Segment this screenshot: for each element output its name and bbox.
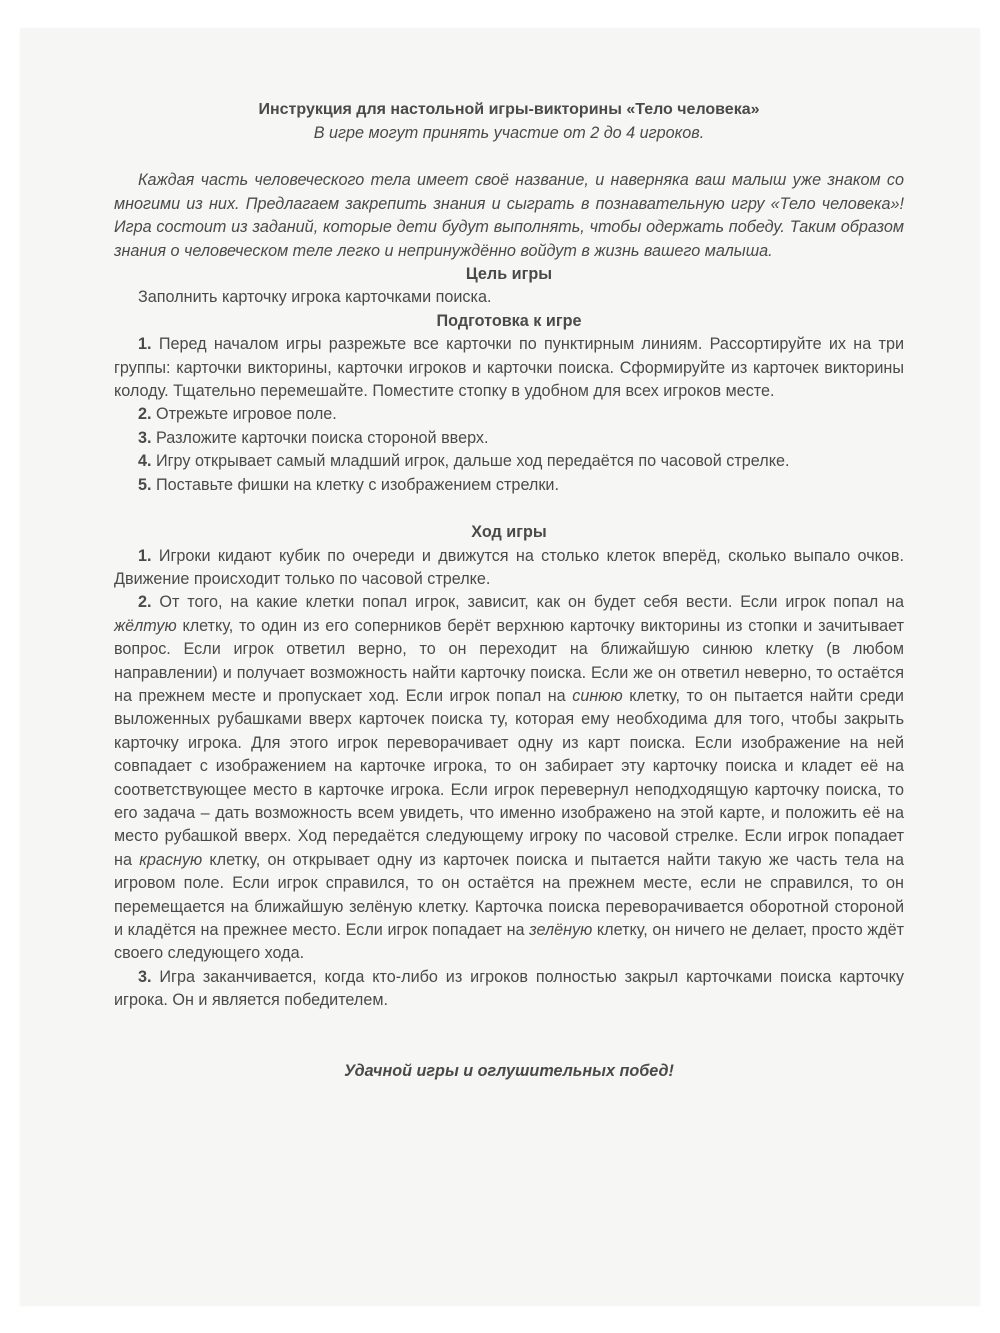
item-number: 4. <box>138 452 152 471</box>
gameplay-heading: Ход игры <box>471 523 547 542</box>
item-text: клетку, то он пытается найти среди выложенных рубашками вверх карточек поиска ту, которая ему необходима для того, чтобы закрыть карточку игрока. Для этого игрок переворачивает одну из карт поиска. Если изображение на ней совпадает с изображением на карточке игрока, то он забирает эту карточку поиска и кладет её на соответствующее место в карточке игрока. Если игрок перевернул неподходящую карточку поиска, то его задача – дать возможность всем увидеть, что именно изображено на этой карте, и положить её на место рубашкой вверх. Ход передаётся следующему игроку по часовой стрелке. Если игрок попадает на <box>114 686 904 869</box>
item-text: Перед началом игры разрежьте все карточки по пунктирным линиям. Рассортируйте их на три группы: карточки викторины, карточки игроков и карточки поиска. Сформируйте из карточек викторины колоду. Тщательно перемешайте. Поместите стопку в удобном для всех игроков месте. <box>114 335 904 401</box>
gameplay-item <box>114 591 904 966</box>
item-text: клетку, он ничего не делает, просто ждёт своего следующего хода. <box>114 921 905 963</box>
item-text: Игру открывает самый младший игрок, дальше ход передаётся по часовой стрелке. <box>156 452 790 471</box>
preparation-heading: Подготовка к игре <box>436 311 582 330</box>
preparation-item <box>114 427 904 450</box>
blue-cell-word: синюю <box>572 686 623 705</box>
closing-wish: Удачной игры и оглушительных побед! <box>344 1061 674 1080</box>
goal-text: Заполнить карточку игрока карточками поиска. <box>138 288 492 307</box>
instruction-sheet <box>20 28 980 1306</box>
item-number: 3. <box>138 428 152 447</box>
item-text: Поставьте фишки на клетку с изображением стрелки. <box>156 475 559 494</box>
intro-paragraph: Каждая часть человеческого тела имеет своё название, и наверняка ваш малыш уже знаком со многими из них. Предлагаем закрепить знания и сыграть в познавательную игру «Тело человека»! Игра состоит из заданий, которые дети будут выполнять, чтобы одержать победу. Таким образом знания о человеческом теле легко и непринуждённо войдут в жизнь вашего малыша. <box>114 171 904 260</box>
preparation-item <box>114 333 904 403</box>
item-text: Отрежьте игровое поле. <box>156 405 337 424</box>
preparation-item <box>114 403 904 426</box>
item-number: 3. <box>138 967 152 986</box>
document-title: Инструкция для настольной игры-викторины «Тело человека» <box>258 101 760 118</box>
item-text: клетку, то один из его соперников берёт верхнюю карточку викторины из стопки и зачитывает вопрос. Если игрок ответил верно, то он переходит на ближайшую синюю клетку (в любом направлении) и получает возможность найти карточку поиска. Если же он ответил неверно, то остаётся на прежнем месте и пропускает ход. Если игрок попал на <box>114 616 904 705</box>
gameplay-item <box>114 966 904 1013</box>
item-text: Разложите карточки поиска стороной вверх. <box>156 428 489 447</box>
gameplay-item <box>114 545 904 592</box>
players-note: В игре могут принять участие от 2 до 4 игроков. <box>313 124 705 142</box>
item-number: 2. <box>138 405 152 424</box>
yellow-cell-word: жёлтую <box>114 616 177 635</box>
item-text: Игра заканчивается, когда кто-либо из игроков полностью закрыл карточками поиска карточку игрока. Он и является победителем. <box>114 967 904 1010</box>
red-cell-word: красную <box>139 850 203 869</box>
item-number: 2. <box>138 593 152 612</box>
green-cell-word: зелёную <box>529 921 593 939</box>
preparation-item <box>114 450 904 473</box>
item-text: клетку, он открывает одну из карточек поиска и пытается найти такую же часть тела на игровом поле. Если игрок справился, то он остаётся на прежнем месте, если не справился, то он перемещается на ближайшую зелёную клетку. Карточка поиска переворачивается оборотной стороной и кладётся на прежнее место. Если игрок попадает на <box>114 850 904 939</box>
preparation-item <box>114 474 904 497</box>
document-body <box>114 98 904 1099</box>
goal-heading: Цель игры <box>465 265 553 284</box>
item-text: Игроки кидают кубик по очереди и движутся на столько клеток вперёд, сколько выпало очков. Движение происходит только по часовой стрелке. <box>114 546 905 588</box>
item-number: 5. <box>138 475 152 494</box>
item-text: От того, на какие клетки попал игрок, зависит, как он будет себя вести. Если игрок попал на <box>159 593 905 612</box>
item-number: 1. <box>138 546 152 565</box>
item-number: 1. <box>138 335 152 354</box>
